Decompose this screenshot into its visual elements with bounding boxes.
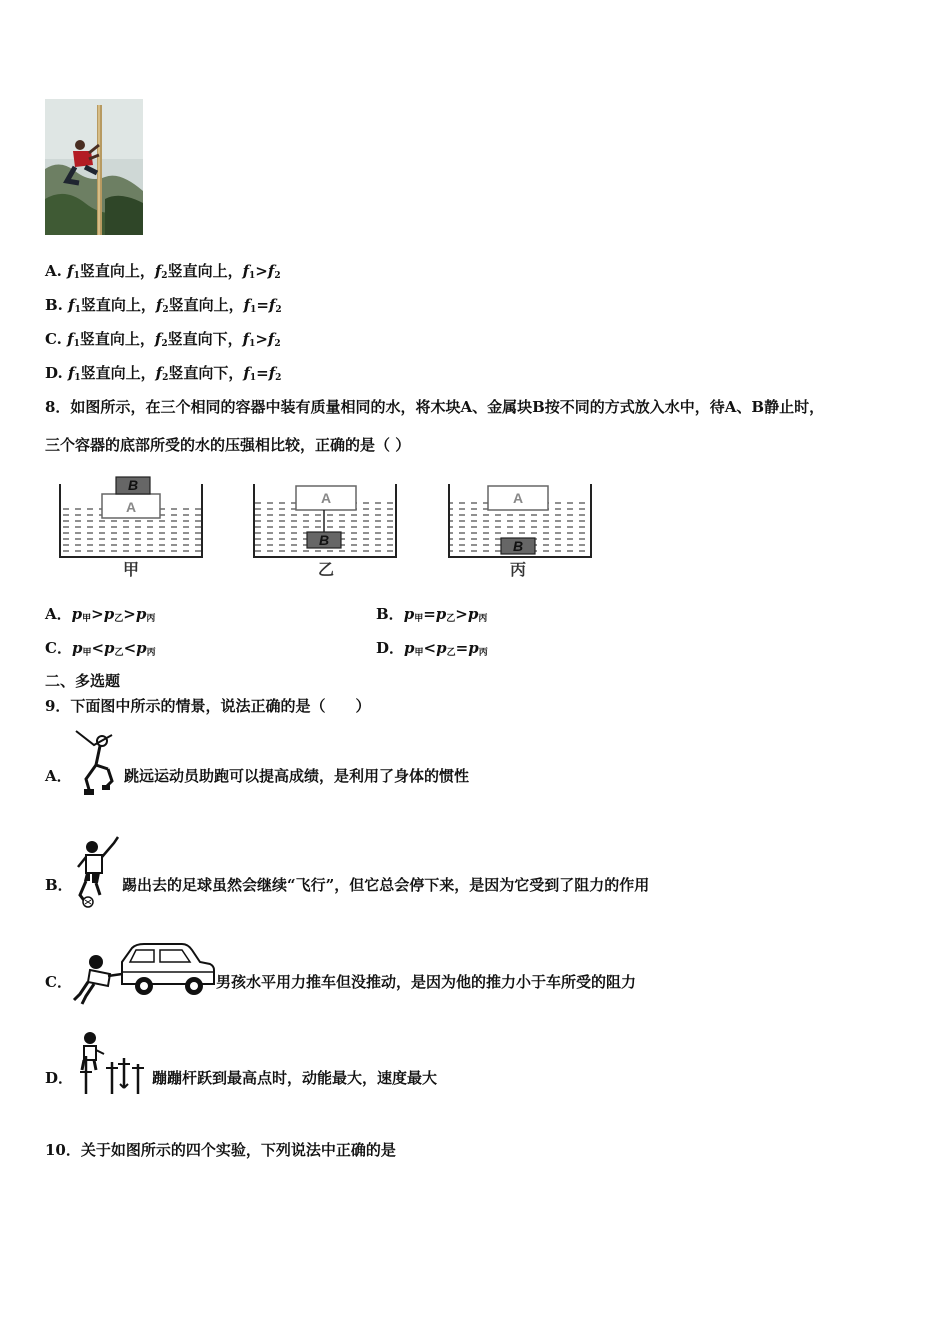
q9-option-c-letter: C． xyxy=(45,973,72,991)
block-a-label: A xyxy=(512,490,524,506)
long-jumper-illustration xyxy=(72,727,124,805)
pole-climber-photo xyxy=(45,99,143,235)
section-heading-multiple-choice: 二、多选题 xyxy=(45,672,121,690)
q7-option-d: D. f1竖直向上，f2竖直向下，f1=f2 xyxy=(45,364,282,383)
q9-option-d-letter: D． xyxy=(45,1069,74,1087)
soccer-player-illustration xyxy=(72,833,124,913)
q9-option-a-letter: A． xyxy=(45,767,72,785)
q7-option-a: A. f1竖直向上，f2竖直向上，f1>f2 xyxy=(45,262,281,281)
container-bing xyxy=(449,484,591,579)
pogo-stick-illustration xyxy=(72,1028,150,1102)
q9-option-b-letter: B． xyxy=(45,876,73,894)
q8-option-b: B．p甲=p乙>p丙 xyxy=(376,605,488,624)
label-bing: 丙 xyxy=(509,562,527,579)
q9-option-a-text: 跳远运动员助跑可以提高成绩，是利用了身体的惯性 xyxy=(124,767,470,785)
container-yi xyxy=(254,484,396,579)
q7-option-c: C. f1竖直向上，f2竖直向下，f1>f2 xyxy=(45,330,281,349)
q9-option-d-text: 蹦蹦杆跃到最高点时，动能最大，速度最大 xyxy=(152,1069,438,1087)
q9-option-c-text: 男孩水平用力推车但没推动，是因为他的推力小于车所受的阻力 xyxy=(216,973,637,991)
q8-stem-line2: 三个容器的底部所受的水的压强相比较，正确的是（ ） xyxy=(45,436,411,454)
boy-pushing-car-illustration xyxy=(70,940,216,1012)
label-yi: 乙 xyxy=(317,562,335,579)
block-a-label: A xyxy=(125,499,137,515)
container-jia xyxy=(60,477,202,579)
q8-option-a: A．p甲>p乙>p丙 xyxy=(45,605,156,624)
q8-stem-line1: 8．如图所示，在三个相同的容器中装有质量相同的水，将木块A、金属块B按不同的方式放入水中，待A、B静止时， xyxy=(45,398,825,416)
q8-containers-diagram xyxy=(50,470,610,586)
block-b-label: B xyxy=(127,477,139,493)
block-b-label: B xyxy=(512,538,524,554)
block-b-label: B xyxy=(318,532,330,548)
q10-stem: 10．关于如图所示的四个实验，下列说法中正确的是 xyxy=(45,1141,396,1159)
q9-stem: 9．下面图中所示的情景，说法正确的是（ ） xyxy=(45,697,371,715)
q8-option-c: C．p甲<p乙<p丙 xyxy=(45,639,156,658)
label-jia: 甲 xyxy=(122,562,140,579)
block-a-label: A xyxy=(320,490,332,506)
q9-option-b-text: 踢出去的足球虽然会继续“飞行”，但它总会停下来，是因为它受到了阻力的作用 xyxy=(122,876,650,894)
q7-option-b: B. f1竖直向上，f2竖直向上，f1=f2 xyxy=(45,296,282,315)
q8-option-d: D．p甲<p乙=p丙 xyxy=(376,639,488,658)
